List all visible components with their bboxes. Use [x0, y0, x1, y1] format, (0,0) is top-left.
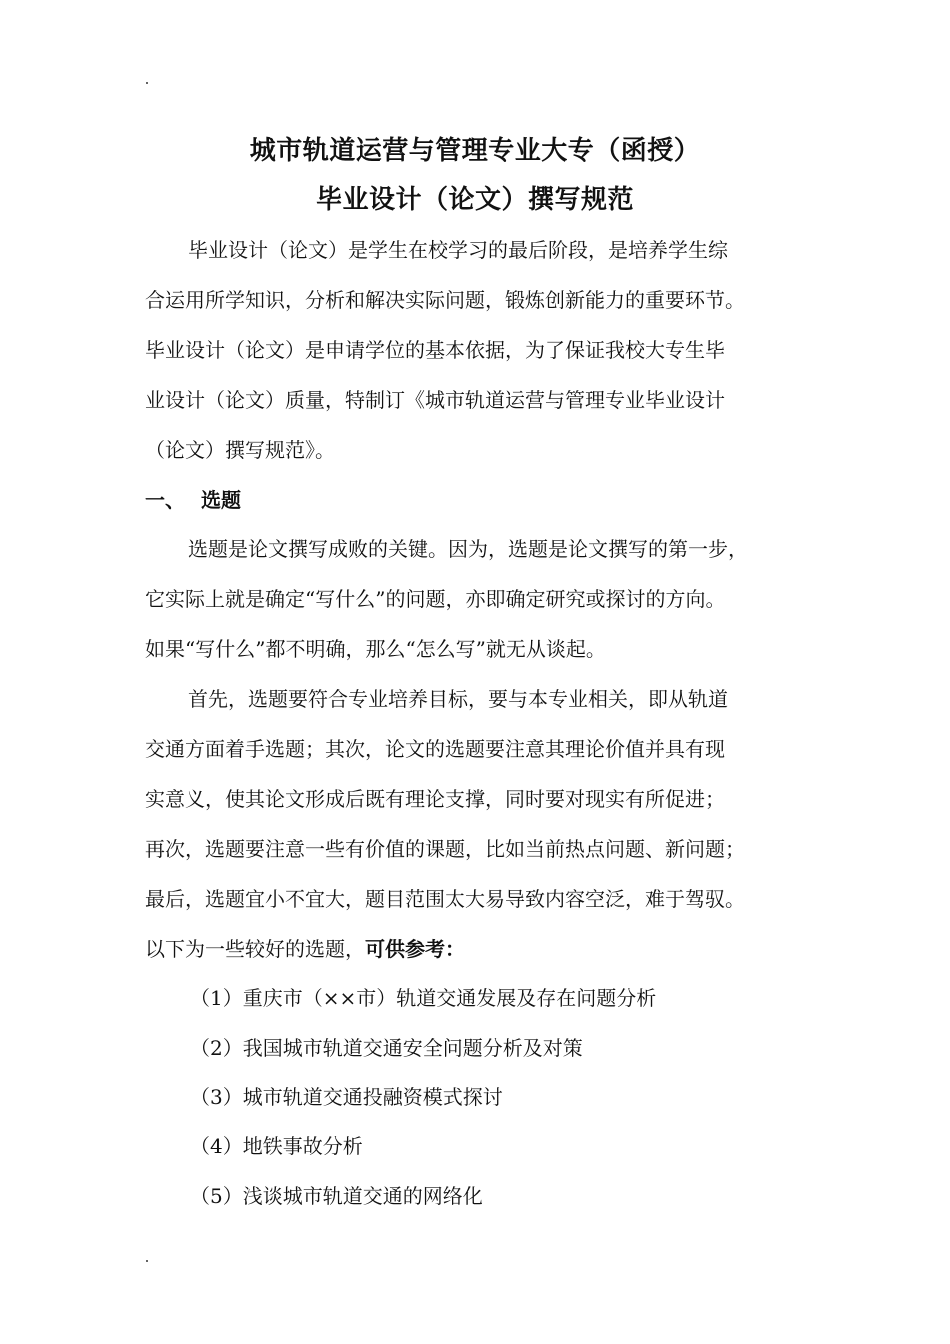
document-title-line-1: 城市轨道运营与管理专业大专（函授） [249, 136, 701, 166]
intro-line-2: 合运用所学知识，分析和解决实际问题，锻炼创新能力的重要环节。 [145, 288, 745, 312]
topic-item-5: （5）浅谈城市轨道交通的网络化 [190, 1184, 483, 1208]
para1-line-1: 选题是论文撰写成败的关键。因为，选题是论文撰写的第一步， [188, 537, 748, 561]
topic-item-2: （2）我国城市轨道交通安全问题分析及对策 [190, 1036, 583, 1060]
para2-line-1: 首先，选题要符合专业培养目标，要与本专业相关，即从轨道 [188, 687, 728, 711]
intro-line-5: （论文）撰写规范》。 [145, 438, 335, 462]
para2-last-bold: 可供参考： [365, 937, 465, 961]
para2-last-plain: 以下为一些较好的选题， [145, 937, 365, 961]
section-heading [145, 483, 241, 517]
para2-line-3: 实意义，使其论文形成后既有理论支撑，同时要对现实有所促进； [145, 787, 725, 811]
topic-item-4: （4）地铁事故分析 [190, 1134, 363, 1158]
section-title: 选题 [201, 488, 241, 512]
intro-line-1: 毕业设计（论文）是学生在校学习的最后阶段，是培养学生综 [188, 238, 728, 262]
para2-line-2: 交通方面着手选题；其次，论文的选题要注意其理论价值并具有现 [145, 737, 725, 761]
para2-line-5: 最后，选题宜小不宜大，题目范围太大易导致内容空泛，难于驾驭。 [145, 887, 745, 911]
para1-line-2: 它实际上就是确定“写什么”的问题，亦即确定研究或探讨的方向。 [145, 587, 726, 611]
page-corner-mark-bottom [146, 1260, 148, 1262]
page-corner-mark-top [146, 82, 148, 84]
document-title-line-2: 毕业设计（论文）撰写规范 [315, 185, 634, 215]
topic-item-3: （3）城市轨道交通投融资模式探讨 [190, 1085, 503, 1109]
para2-line-6 [145, 932, 815, 966]
para1-line-3: 如果“写什么”都不明确，那么“怎么写”就无从谈起。 [145, 637, 606, 661]
para2-line-4: 再次，选题要注意一些有价值的课题，比如当前热点问题、新问题； [145, 837, 745, 861]
intro-line-4: 业设计（论文）质量，特制订《城市轨道运营与管理专业毕业设计 [145, 388, 725, 412]
topic-item-1: （1）重庆市（××市）轨道交通发展及存在问题分析 [190, 986, 657, 1010]
section-number: 一、 [145, 488, 185, 512]
intro-line-3: 毕业设计（论文）是申请学位的基本依据，为了保证我校大专生毕 [145, 338, 725, 362]
